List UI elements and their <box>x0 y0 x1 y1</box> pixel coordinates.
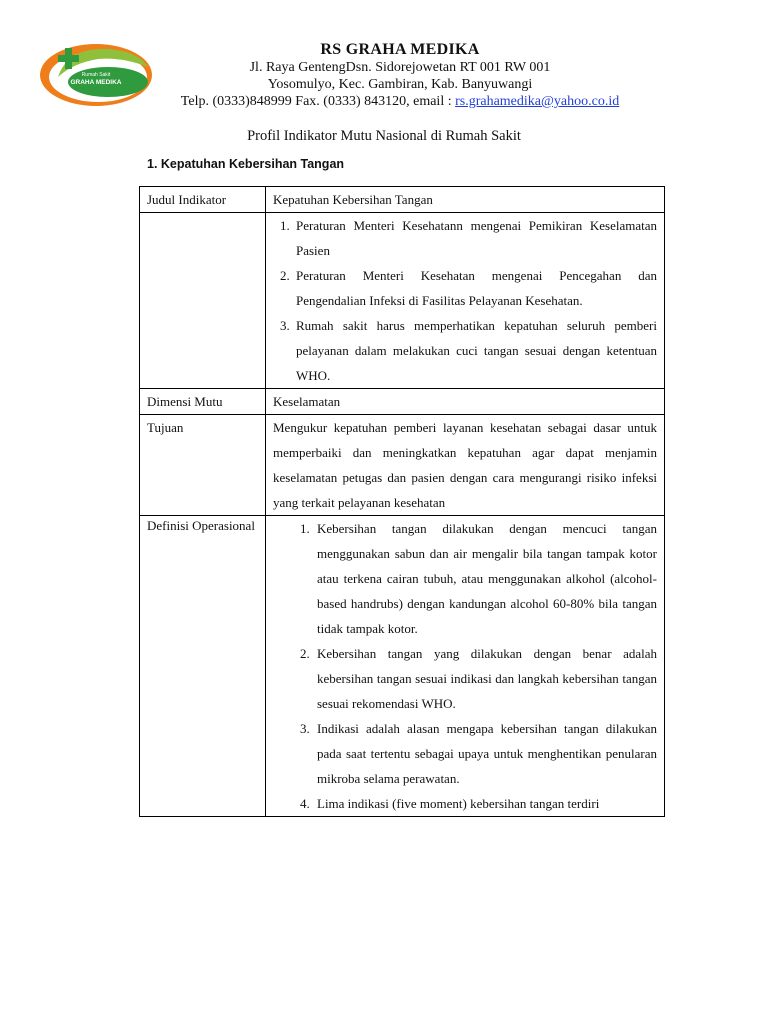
list-item: 1. Peraturan Menteri Kesehatann mengenai Pemikiran Keselamatan Pasien <box>293 213 657 263</box>
logo-name: GRAHA MEDIKA <box>70 79 122 86</box>
indicator-table <box>139 186 665 817</box>
table-row <box>140 516 665 817</box>
contact-line <box>150 94 650 110</box>
contact-text: Telp. (0333)848999 Fax. (0333) 843120, email : <box>180 94 452 109</box>
row-label: Judul Indikator <box>140 187 266 213</box>
table-row <box>140 213 665 389</box>
row-value <box>266 213 665 389</box>
row-label: Definisi Operasional <box>140 516 266 817</box>
table-row <box>140 389 665 415</box>
definition-list <box>273 516 657 816</box>
list-item: 1. Kebersihan tangan dilakukan dengan mencuci tangan menggunakan sabun dan air mengalir bila tangan tampak kotor atau terkena cairan tubuh, atau menggunakan alkohol (alcohol- based handrubs) dengan kandungan alcohol 60-80% bila tangan tidak tampak kotor. <box>313 516 657 641</box>
reference-list <box>273 213 657 388</box>
row-value: Kepatuhan Kebersihan Tangan <box>266 187 665 213</box>
address-line-1: Jl. Raya GentengDsn. Sidorejowetan RT 001 RW 001 <box>249 60 551 75</box>
hospital-name: RS GRAHA MEDIKA <box>320 41 480 58</box>
row-value <box>266 516 665 817</box>
row-label: Dimensi Mutu <box>140 389 266 415</box>
row-value: Mengukur kepatuhan pemberi layanan kesehatan sebagai dasar untuk memperbaiki dan meningkatkan kepatuhan agar dapat menjamin keselamatan petugas dan pasien dengan cara mengurangi risiko infeksi yang terkait pelayanan kesehatan <box>266 415 665 516</box>
list-item: 2. Peraturan Menteri Kesehatan mengenai Pencegahan dan Pengendalian Infeksi di Fasilitas Pelayanan Kesehatan. <box>293 263 657 313</box>
row-value: Keselamatan <box>266 389 665 415</box>
email-link[interactable]: rs.grahamedika@yahoo.co.id <box>455 94 620 109</box>
list-item: 2. Kebersihan tangan yang dilakukan dengan benar adalah kebersihan tangan sesuai indikasi dan langkah kebersihan tangan sesuai rekomendasi WHO. <box>313 641 657 716</box>
list-item: 3. Rumah sakit harus memperhatikan kepatuhan seluruh pemberi pelayanan dalam melakukan cuci tangan sesuai dengan ketentuan WHO. <box>293 313 657 388</box>
table-row <box>140 415 665 516</box>
hospital-logo <box>38 37 154 109</box>
section-heading: 1. Kepatuhan Kebersihan Tangan <box>147 157 345 171</box>
list-item: 4. Lima indikasi (five moment) kebersihan tangan terdiri <box>313 791 657 816</box>
row-label: Tujuan <box>140 415 266 516</box>
logo-small-text: Rumah Sakit <box>81 72 111 78</box>
address-line-2: Yosomulyo, Kec. Gambiran, Kab. Banyuwangi <box>267 77 533 92</box>
document-title: Profil Indikator Mutu Nasional di Rumah Sakit <box>247 128 521 144</box>
list-item: 3. Indikasi adalah alasan mengapa kebersihan tangan dilakukan pada saat tertentu sebagai upaya untuk menghentikan penularan mikroba selama perawatan. <box>313 716 657 791</box>
row-label <box>140 213 266 389</box>
table-row <box>140 187 665 213</box>
